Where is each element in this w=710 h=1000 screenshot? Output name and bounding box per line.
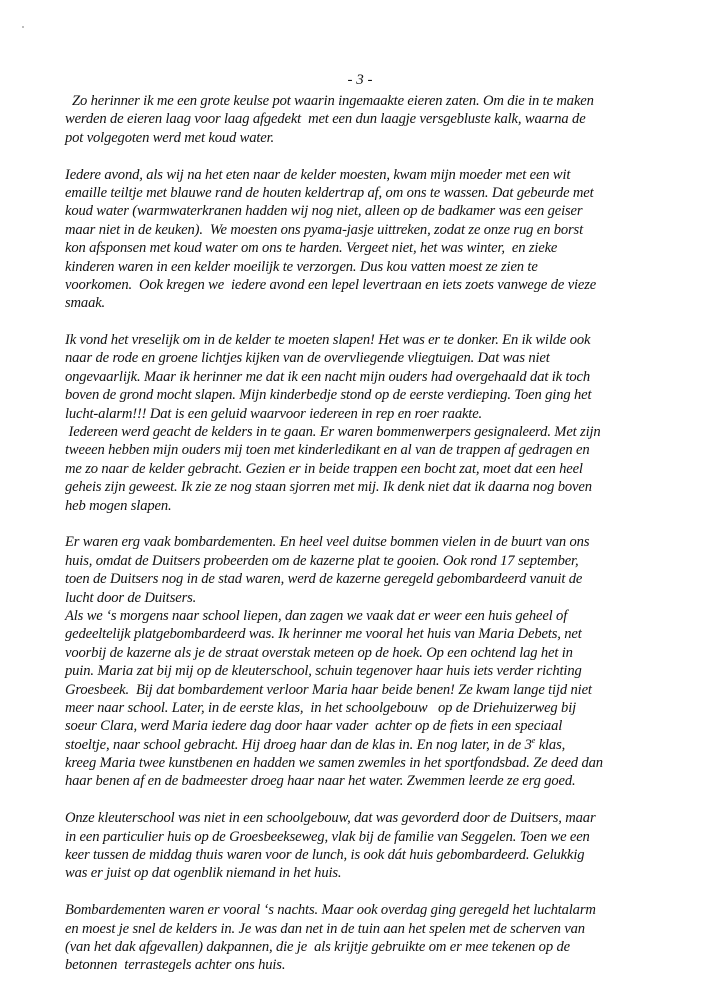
text-line: werden de eieren laag voor laag afgedekt met een dun laagje versgebluste kalk, waarna de: [65, 111, 586, 128]
text-line: en moest je snel de kelders in. Je was dan net in de tuin aan het spelen met de scherven van: [65, 920, 585, 937]
text-line: Groesbeek. Bij dat bombardement verloor Maria haar beide benen! Ze kwam lange tijd niet: [65, 681, 592, 698]
superscript-ordinal: e: [531, 735, 536, 745]
text-line: meer naar school. Later, in de eerste klas, in het schoolgebouw op de Driehuizerweg bij: [65, 699, 576, 716]
text-line: pot volgegoten werd met koud water.: [65, 129, 275, 146]
text-line: Er waren erg vaak bombardementen. En heel veel duitse bommen vielen in de buurt van ons: [65, 534, 590, 551]
text-line: maar niet in de keuken). We moesten ons pyama-jasje uittreken, zodat ze onze rug en borst: [65, 221, 583, 238]
text-line: betonnen terrastegels achter ons huis.: [65, 957, 286, 974]
text-line: boven de grond mocht slapen. Mijn kinderbedje stond op de eerste verdieping. Toen ging het: [65, 387, 592, 404]
paragraph-evening-wash: [65, 166, 685, 313]
text-line: voorkomen. Ook kregen we iedere avond een lepel levertraan en iets zoets vanwege de vieze: [65, 276, 597, 293]
document-body: [65, 92, 685, 975]
text-line: Als we ‘s morgens naar school liepen, dan zagen we vaak dat er weer een huis geheel of: [65, 607, 568, 624]
text-line: naar de rode en groene lichtjes kijken van de overvliegende vliegtuigen. Dat was niet: [65, 350, 550, 367]
text-line: Onze kleuterschool was niet in een schoolgebouw, dat was gevorderd door de Duitsers, maar: [65, 810, 596, 827]
text-line: emaille teiltje met blauwe rand de houten keldertrap af, om ons te wassen. Dat gebeurde met: [65, 184, 594, 201]
text-line: soeur Clara, werd Maria iedere dag door haar vader achter op de fiets in een speciaal: [65, 718, 563, 735]
text-line: toen de Duitsers nog in de stad waren, werd de kazerne geregeld gebombardeerd vanuit de: [65, 571, 583, 588]
paragraph-kindergarten: [65, 809, 685, 883]
paragraph-pickled-eggs: [65, 92, 685, 147]
text-line: tweeen hebben mijn ouders mij toen met kinderledikant en al van de trappen af gedragen en: [65, 442, 590, 459]
text-line: lucht-alarm!!! Dat is een geluid waarvoor iedereen in rep en roer raakte.: [65, 405, 483, 422]
scan-artifact: [22, 26, 24, 28]
text-line: geheis zijn geweest. Ik zie ze nog staan sjorren met mij. Ik denk niet dat ik daarna nog boven: [65, 479, 592, 496]
paragraph-gap: [65, 147, 685, 165]
text-line: Iedere avond, als wij na het eten naar de kelder moesten, kwam mijn moeder met een wit: [65, 166, 571, 183]
paragraph-daytime-alarms: [65, 901, 685, 975]
text-line: heb mogen slapen.: [65, 497, 172, 514]
text-line: keer tussen de middag thuis waren voor de lunch, is ook dát huis gebombardeerd. Gelukkig: [65, 847, 585, 864]
text-line: kinderen waren in een kelder moeilijk te verzorgen. Dus kou vatten moest ze zien te: [65, 258, 538, 275]
text-line: Zo herinner ik me een grote keulse pot waarin ingemaakte eieren zaten. Om die in te maken: [65, 93, 594, 109]
paragraph-gap: [65, 515, 685, 533]
text-fragment: klas,: [535, 736, 566, 753]
text-line: ongevaarlijk. Maar ik herinner me dat ik een nacht mijn ouders had overgehaald dat ik toch: [65, 368, 591, 385]
text-line: kreeg Maria twee kunstbenen en hadden we samen zwemles in het sportfondsbad. Ze deed dan: [65, 755, 603, 772]
page-number: - 3 -: [347, 72, 373, 88]
text-line-with-superscript: [65, 736, 685, 754]
text-line: in een particulier huis op de Groesbeekseweg, vlak bij de familie van Seggelen. Toen we een: [65, 828, 590, 845]
text-line: puin. Maria zat bij mij op de kleuterschool, schuin tegenover haar huis iets verder richting: [65, 663, 582, 680]
text-line: smaak.: [65, 295, 106, 312]
text-line: Iedereen werd geacht de kelders in te gaan. Er waren bommenwerpers gesignaleerd. Met zijn: [65, 424, 601, 441]
text-line: Ik vond het vreselijk om in de kelder te moeten slapen! Het was er te donker. En ik wilde ook: [65, 332, 591, 349]
text-line: (van het dak afgevallen) dakpannen, die je als krijtje gebruikte om er mee tekenen op de: [65, 938, 570, 955]
text-line: huis, omdat de Duitsers probeerden om de kazerne plat te gooien. Ook rond 17 september,: [65, 552, 579, 569]
text-fragment: stoeltje, naar school gebracht. Hij droeg haar dan de klas in. En nog later, in de 3: [65, 736, 532, 753]
text-line: gedeeltelijk platgebombardeerd was. Ik herinner me vooral het huis van Maria Debets, net: [65, 626, 582, 643]
text-line: Bombardementen waren er vooral ‘s nachts. Maar ook overdag ging geregeld het luchtalarm: [65, 902, 596, 919]
text-line: kon afsponsen met koud water om ons te harden. Vergeet niet, het was winter, en zieke: [65, 240, 558, 257]
paragraph-gap: [65, 791, 685, 809]
text-line: lucht door de Duitsers.: [65, 589, 197, 606]
paragraph-bombardments-maria: [65, 533, 685, 790]
text-line: voorbij de kazerne als je de straat overstak meteen op de hoek. Op een ochtend lag het in: [65, 644, 573, 661]
paragraph-gap: [65, 883, 685, 901]
paragraph-cellar-sleeping: [65, 331, 685, 515]
text-line: was er juist op dat ogenblik niemand in het huis.: [65, 865, 342, 882]
text-line: koud water (warmwaterkranen hadden wij nog niet, alleen op de badkamer was een geiser: [65, 203, 583, 220]
paragraph-gap: [65, 313, 685, 331]
text-line: haar benen af en de badmeester droeg haar naar het water. Zwemmen leerde ze erg goed.: [65, 773, 576, 790]
text-line: me zo naar de kelder gebracht. Gezien er in beide trappen een bocht zat, moet dat een heel: [65, 460, 583, 477]
